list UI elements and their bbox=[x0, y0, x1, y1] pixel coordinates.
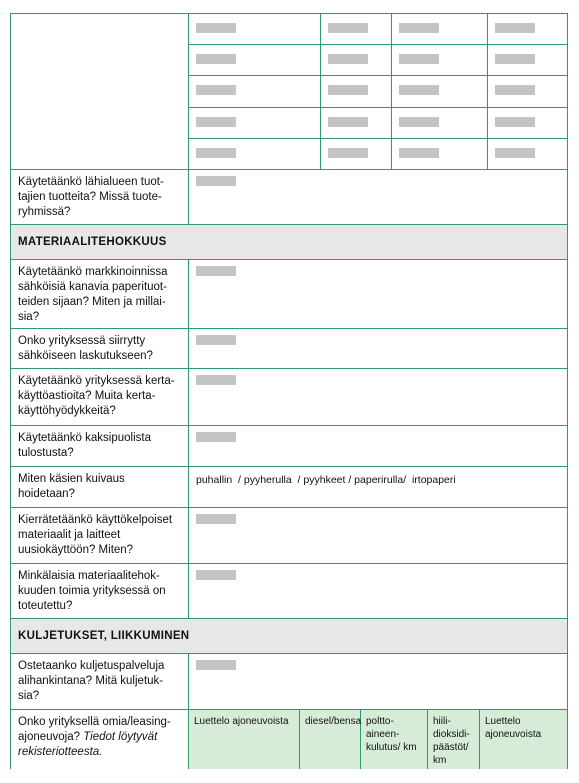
section-header-material-efficiency: MATERIAALITEHOKKUUS bbox=[11, 225, 567, 260]
question-disposables: Käytetäänkö yrityksessä kerta-käyttöastioita? Muita kerta-käyttöhyödykkeitä? bbox=[11, 369, 189, 425]
text-field-placeholder[interactable] bbox=[196, 266, 236, 276]
grid-field[interactable] bbox=[321, 45, 392, 75]
grid-line bbox=[189, 139, 567, 169]
question-row-local-products bbox=[11, 170, 567, 225]
question-own-vehicles-text: Onko yrityksellä omia/leasing-ajoneuvoja? bbox=[18, 716, 171, 743]
answer-field-electronic-channels[interactable] bbox=[189, 260, 567, 328]
grid-field[interactable] bbox=[321, 139, 392, 169]
grid-field[interactable] bbox=[392, 45, 488, 75]
text-field-placeholder[interactable] bbox=[399, 23, 439, 33]
grid-field[interactable] bbox=[392, 14, 488, 44]
text-field-placeholder[interactable] bbox=[399, 85, 439, 95]
text-field-placeholder[interactable] bbox=[196, 514, 236, 524]
text-field-placeholder[interactable] bbox=[399, 148, 439, 158]
text-field-placeholder[interactable] bbox=[196, 148, 236, 158]
question-row-own-vehicles bbox=[11, 710, 567, 769]
grid-field[interactable] bbox=[488, 108, 567, 138]
grid-field[interactable] bbox=[321, 14, 392, 44]
text-field-placeholder[interactable] bbox=[399, 54, 439, 64]
answer-field-recycling[interactable] bbox=[189, 508, 567, 563]
text-field-placeholder[interactable] bbox=[495, 23, 535, 33]
text-field-placeholder[interactable] bbox=[495, 148, 535, 158]
question-own-vehicles bbox=[11, 710, 189, 769]
question-recycling: Kierrätetäänkö käyttökelpoiset materiaalit ja laitteet uusiokäyttöön? Miten? bbox=[11, 508, 189, 563]
question-row-recycling bbox=[11, 508, 567, 564]
grid-row bbox=[11, 13, 567, 170]
text-field-placeholder[interactable] bbox=[196, 375, 236, 385]
question-local-products: Käytetäänkö lähialueen tuot-tajien tuotteita? Missä tuote-ryhmissä? bbox=[11, 170, 189, 224]
text-field-placeholder[interactable] bbox=[196, 570, 236, 580]
vehicle-columns bbox=[189, 710, 567, 769]
grid-field[interactable] bbox=[392, 76, 488, 106]
question-row-electronic-channels bbox=[11, 260, 567, 329]
question-material-efficiency: Minkälaisia materiaalitehok-kuuden toimia yrityksessä on toteutettu? bbox=[11, 564, 189, 618]
answer-field-disposables[interactable] bbox=[189, 369, 567, 425]
text-field-placeholder[interactable] bbox=[328, 23, 368, 33]
text-field-placeholder[interactable] bbox=[196, 23, 236, 33]
answer-field-double-sided[interactable] bbox=[189, 426, 567, 466]
hand-drying-options[interactable]: puhallin / pyyherulla / pyyhkeet / paperirulla/ irtopaperi bbox=[196, 474, 456, 486]
question-own-vehicles-note: Tiedot löytyvät rekisteriotteesta. bbox=[18, 731, 158, 758]
grid-answers bbox=[189, 14, 567, 169]
text-field-placeholder[interactable] bbox=[196, 432, 236, 442]
question-row-disposables bbox=[11, 369, 567, 426]
question-electronic-invoicing: Onko yrityksessä siirrytty sähköiseen laskutukseen? bbox=[11, 329, 189, 368]
fuel-type-cell[interactable]: diesel/bensa bbox=[300, 710, 361, 769]
text-field-placeholder[interactable] bbox=[495, 54, 535, 64]
text-field-placeholder[interactable] bbox=[328, 85, 368, 95]
text-field-placeholder[interactable] bbox=[196, 85, 236, 95]
text-field-placeholder[interactable] bbox=[196, 660, 236, 670]
question-row-hand-drying bbox=[11, 467, 567, 508]
grid-field[interactable] bbox=[189, 45, 321, 75]
question-row-double-sided bbox=[11, 426, 567, 467]
grid-field[interactable] bbox=[392, 139, 488, 169]
grid-field[interactable] bbox=[321, 76, 392, 106]
co2-emissions-cell[interactable]: hiili-dioksidi-päästöt/ km bbox=[428, 710, 480, 769]
question-electronic-channels: Käytetäänkö markkinoinnissa sähköisiä kanavia paperituot-teiden sijaan? Miten ja millai-sia? bbox=[11, 260, 189, 328]
grid-field[interactable] bbox=[189, 14, 321, 44]
vehicle-list-cell-2[interactable]: Luettelo ajoneuvoista bbox=[485, 716, 542, 740]
text-field-placeholder[interactable] bbox=[196, 117, 236, 127]
text-field-placeholder[interactable] bbox=[495, 85, 535, 95]
question-double-sided: Käytetäänkö kaksipuolista tulostusta? bbox=[11, 426, 189, 466]
grid-line bbox=[189, 45, 567, 76]
question-row-transport-outsourcing bbox=[11, 654, 567, 710]
answer-field-material-efficiency[interactable] bbox=[189, 564, 567, 618]
grid-field[interactable] bbox=[488, 45, 567, 75]
grid-field[interactable] bbox=[488, 139, 567, 169]
grid-field[interactable] bbox=[189, 76, 321, 106]
grid-line bbox=[189, 14, 567, 45]
question-row-material-efficiency bbox=[11, 564, 567, 619]
grid-line bbox=[189, 108, 567, 139]
answer-field-transport-outsourcing[interactable] bbox=[189, 654, 567, 709]
grid-field[interactable] bbox=[189, 108, 321, 138]
text-field-placeholder[interactable] bbox=[328, 148, 368, 158]
question-transport-outsourcing: Ostetaanko kuljetuspalveluja alihankintana? Mitä kuljetuk-sia? bbox=[11, 654, 189, 709]
vehicle-list-cell[interactable]: Luettelo ajoneuvoista bbox=[189, 710, 300, 769]
text-field-placeholder[interactable] bbox=[399, 117, 439, 127]
text-field-placeholder[interactable] bbox=[495, 117, 535, 127]
grid-question-cell bbox=[11, 14, 189, 169]
text-field-placeholder[interactable] bbox=[328, 54, 368, 64]
fuel-consumption-cell[interactable]: poltto-aineen-kulutus/ km bbox=[361, 710, 428, 769]
answer-field-local-products[interactable] bbox=[189, 170, 567, 224]
questionnaire-form bbox=[10, 13, 568, 769]
grid-line bbox=[189, 76, 567, 107]
text-field-placeholder[interactable] bbox=[196, 335, 236, 345]
grid-field[interactable] bbox=[321, 108, 392, 138]
grid-field[interactable] bbox=[488, 14, 567, 44]
grid-field[interactable] bbox=[392, 108, 488, 138]
grid-field[interactable] bbox=[488, 76, 567, 106]
text-field-placeholder[interactable] bbox=[328, 117, 368, 127]
question-hand-drying: Miten käsien kuivaus hoidetaan? bbox=[11, 467, 189, 507]
text-field-placeholder[interactable] bbox=[196, 54, 236, 64]
question-row-electronic-invoicing bbox=[11, 329, 567, 369]
answer-field-electronic-invoicing[interactable] bbox=[189, 329, 567, 368]
text-field-placeholder[interactable] bbox=[196, 176, 236, 186]
grid-field[interactable] bbox=[189, 139, 321, 169]
section-header-transport: KULJETUKSET, LIIKKUMINEN bbox=[11, 619, 567, 654]
